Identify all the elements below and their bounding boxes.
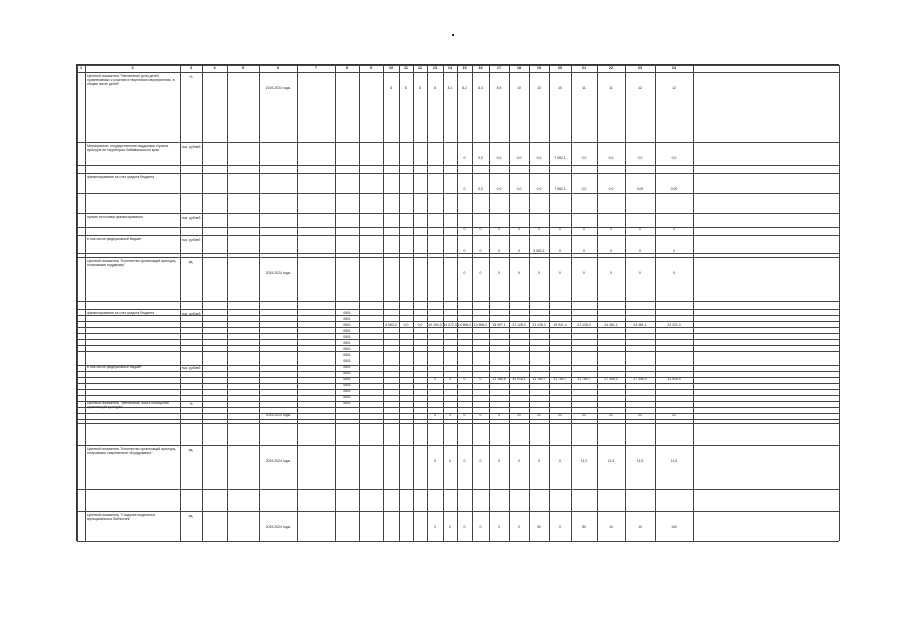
row-label: финансирование за счет средств бюджета — [87, 311, 155, 315]
cell-value: 21 — [609, 413, 613, 417]
budget-code: 0801 — [343, 365, 351, 369]
column-rule — [457, 65, 458, 541]
row-unit: тыс. рублей — [181, 216, 201, 220]
row-unit: тыс. рублей — [181, 145, 201, 149]
cell-value: 0,0 — [637, 156, 643, 160]
cell-value: 0 — [559, 271, 561, 275]
cell-value: 0,0 — [536, 156, 542, 160]
cell-value: 0 — [538, 271, 540, 275]
row-rule — [77, 395, 839, 396]
budget-code: 0801 — [343, 329, 351, 333]
cell-value: 0,0 — [516, 156, 522, 160]
cell-value: 11,3 — [607, 459, 615, 463]
cell-value: 27 395,0 — [633, 377, 647, 381]
row-rule — [77, 489, 839, 490]
row-label: Целевой показатель "Количество организаций культуры, получивших поддержку" — [87, 259, 177, 267]
row-rule — [77, 142, 839, 143]
column-rule — [202, 65, 203, 541]
cell-value: 0 — [583, 227, 585, 231]
cell-value: 80 — [582, 525, 586, 529]
column-rule — [297, 65, 298, 541]
row-label: прочие источники финансирования — [87, 215, 143, 219]
cell-value: 0 — [434, 377, 436, 381]
column-number: 11 — [403, 66, 408, 70]
column-rule — [180, 65, 181, 541]
cell-value: 0,0 — [581, 156, 587, 160]
cell-value: 18 097,1 — [492, 323, 506, 327]
cell-value: 0 — [498, 459, 500, 463]
column-number: 6 — [276, 66, 280, 70]
row-rule — [77, 345, 839, 346]
row-label: в том числе федеральный бюджет — [87, 365, 142, 369]
row-label: Мероприятие: государственная поддержка отрасли культуры на территории Забайкальского края — [87, 144, 169, 152]
budget-code: 0801 — [343, 359, 351, 363]
row-rule — [77, 301, 839, 302]
cell-value: 0 — [498, 271, 500, 275]
column-rule — [625, 65, 626, 541]
row-unit: ед. — [188, 514, 194, 518]
cell-value: 0,0 — [536, 187, 542, 191]
cell-value: 14 896,0 — [457, 323, 472, 327]
column-number: 23 — [637, 66, 643, 70]
row-label: Целевой показатель "Увеличение числа посещений организаций культуры" — [87, 401, 169, 409]
row-rule — [77, 213, 839, 214]
cell-value: 0 — [639, 249, 641, 253]
column-rule — [399, 65, 400, 541]
cell-value: 23 221,0 — [667, 323, 681, 327]
cell-value: 0,0 — [496, 156, 502, 160]
cell-value: 0,0 — [516, 187, 522, 191]
cell-value: 50 — [537, 525, 541, 529]
budget-table — [76, 64, 839, 541]
row-period: 2019-2024 годы — [265, 86, 291, 90]
cell-value: 0 — [538, 459, 540, 463]
cell-value: 0 — [583, 271, 585, 275]
cell-value: 0 — [434, 413, 436, 417]
row-rule — [77, 72, 839, 73]
column-rule — [443, 65, 444, 541]
cell-value: 24 481,1 — [633, 323, 647, 327]
row-unit: тыс. рублей — [181, 312, 201, 316]
row-rule — [77, 423, 839, 424]
cell-value: 31 780,7 — [577, 377, 591, 381]
column-number: 9 — [369, 66, 373, 70]
cell-value: 100 — [671, 525, 677, 529]
cell-value: 8 — [419, 86, 421, 90]
page-speck — [452, 34, 454, 36]
cell-value: 21 128,0 — [577, 323, 591, 327]
column-number: 3 — [189, 66, 193, 70]
cell-value: 10 154,0 — [428, 323, 442, 327]
row-rule — [77, 389, 839, 390]
column-number: 12 — [417, 66, 423, 70]
row-rule — [77, 193, 839, 194]
cell-value: 0 — [449, 377, 451, 381]
column-rule — [335, 65, 336, 541]
cell-value: 0,00 — [670, 187, 678, 191]
column-rule — [413, 65, 414, 541]
row-period: 2019-2024 годы — [265, 525, 291, 529]
cell-value: 0 — [479, 377, 482, 381]
column-rule — [839, 65, 840, 541]
row-rule — [77, 309, 839, 310]
cell-value: 0 — [639, 271, 641, 275]
cell-value: 0 — [463, 525, 466, 529]
budget-code: 0801 — [343, 335, 351, 339]
cell-value: 0 — [463, 377, 466, 381]
column-rule — [259, 65, 260, 541]
cell-value: 0 — [559, 525, 561, 529]
column-rule — [571, 65, 572, 541]
cell-value: 31 780,7 — [553, 377, 567, 381]
cell-value: 0,0 — [671, 156, 677, 160]
row-rule — [77, 511, 839, 512]
column-rule — [383, 65, 384, 541]
row-rule — [77, 371, 839, 372]
cell-value: 31 918,9 — [667, 377, 681, 381]
cell-value: 10 — [558, 86, 562, 90]
row-unit: тыс. рублей — [181, 238, 201, 242]
budget-code: 0801 — [343, 311, 351, 315]
row-rule — [77, 257, 839, 258]
cell-value: 0,00 — [636, 187, 644, 191]
cell-value: 0 — [518, 459, 520, 463]
budget-code: 0801 — [343, 323, 351, 327]
cell-value: 21 128,0 — [532, 323, 546, 327]
row-rule — [77, 327, 839, 328]
cell-value: 8,2 — [462, 86, 467, 90]
column-number: 2 — [131, 66, 134, 70]
cell-value: 0 — [559, 227, 561, 231]
row-label: финансирование за счет средств бюджета — [87, 175, 155, 179]
column-rule — [427, 65, 428, 541]
cell-value: 0,0 — [581, 187, 587, 191]
column-number: 4 — [213, 66, 216, 70]
row-unit: % — [189, 75, 193, 79]
budget-code: 0801 — [343, 341, 351, 345]
cell-value: 0 — [434, 459, 436, 463]
row-rule — [77, 165, 839, 166]
cell-value: 0 — [463, 249, 466, 253]
cell-value: 0 — [673, 271, 675, 275]
row-rule — [77, 173, 839, 174]
cell-value: 0 — [498, 525, 500, 529]
cell-value: 8,1 — [447, 86, 453, 90]
row-unit: ед. — [188, 448, 194, 452]
budget-code: 0801 — [343, 353, 351, 357]
cell-value: 0,0 — [417, 323, 423, 327]
cell-value: 11,6 — [670, 459, 678, 463]
column-number: 13 — [432, 66, 438, 70]
row-label: в том числе федеральный бюджет — [87, 237, 142, 241]
cell-value: 0,0 — [478, 187, 483, 191]
cell-value: 11,2 — [580, 459, 588, 463]
cell-value: 21 — [558, 413, 562, 417]
cell-value: 0 — [463, 156, 466, 160]
budget-code: 0801 — [343, 347, 351, 351]
row-period: 2019-2024 годы — [265, 271, 291, 275]
cell-value: 0 — [498, 413, 500, 417]
column-number: 17 — [496, 66, 502, 70]
cell-value: 0 — [610, 271, 612, 275]
cell-value: 12 — [638, 86, 642, 90]
cell-value: 0,0 — [608, 156, 614, 160]
cell-value: 21 166,8 — [492, 377, 506, 381]
cell-value: 0 — [610, 227, 612, 231]
column-rule — [529, 65, 530, 541]
cell-value: 0 — [673, 227, 675, 231]
budget-code: 0801 — [343, 401, 351, 405]
row-rule — [77, 253, 839, 254]
cell-value: 0,0 — [608, 187, 614, 191]
column-number: 16 — [478, 66, 483, 70]
cell-value: 0 — [479, 525, 482, 529]
row-unit: % — [189, 402, 193, 406]
column-rule — [472, 65, 473, 541]
column-number: 22 — [608, 66, 614, 70]
cell-value: 5 083,0 — [385, 323, 397, 327]
cell-value: 0 — [479, 413, 482, 417]
cell-value: 0 — [559, 249, 561, 253]
budget-code: 0801 — [343, 383, 351, 387]
cell-value: 0 — [479, 249, 482, 253]
cell-value: 0 — [518, 249, 520, 253]
cell-value: 0 — [518, 271, 520, 275]
cell-value: 0 — [449, 413, 451, 417]
cell-value: 0 — [479, 271, 482, 275]
cell-value: 5 082,1 — [533, 249, 545, 253]
cell-value: 0 — [498, 227, 500, 231]
cell-value: 8,5 — [496, 86, 502, 90]
cell-value: 12 — [672, 86, 676, 90]
column-rule — [693, 65, 694, 541]
budget-code: 0801 — [343, 377, 351, 381]
cell-value: 0 — [449, 459, 451, 463]
row-rule — [77, 541, 839, 542]
cell-value: 11,5 — [636, 459, 644, 463]
row-rule — [77, 419, 839, 420]
column-number: 24 — [671, 66, 677, 70]
row-unit: тыс. рублей — [181, 366, 201, 370]
cell-value: 10 — [517, 86, 521, 90]
column-rule — [509, 65, 510, 541]
cell-value: 0 — [479, 227, 482, 231]
cell-value: 31 780,7 — [532, 377, 546, 381]
column-rule — [655, 65, 656, 541]
budget-code: 0801 — [343, 317, 351, 321]
cell-value: 21 — [537, 413, 541, 417]
cell-value: 10 — [609, 525, 613, 529]
cell-value: 21 — [582, 413, 586, 417]
row-rule — [77, 445, 839, 446]
cell-value: 14 896,0 — [473, 323, 488, 327]
column-rule — [85, 65, 86, 541]
row-label: Целевой показатель "Количество организаций культуры, получивших современное оборудование" — [87, 447, 177, 455]
cell-value: 8 — [434, 86, 436, 90]
cell-value: 0 — [518, 525, 520, 529]
column-rule — [597, 65, 598, 541]
cell-value: 0 — [463, 459, 466, 463]
row-label: Целевой показатель "Увеличение доли детей, привлекаемых к участию в творческих мероприятиях, в общем числе детей" — [87, 74, 175, 86]
column-rule — [359, 65, 360, 541]
row-rule — [77, 339, 839, 340]
cell-value: 27 395,0 — [604, 377, 618, 381]
cell-value: 24 481,1 — [604, 323, 618, 327]
budget-code: 0801 — [343, 389, 351, 393]
cell-value: 0,0 — [496, 187, 502, 191]
cell-value: 0 — [610, 249, 612, 253]
cell-value: 21 — [638, 413, 642, 417]
cell-value: 0 — [434, 525, 436, 529]
cell-value: 21 — [672, 413, 676, 417]
column-number: 20 — [557, 66, 563, 70]
cell-value: 0 — [463, 413, 466, 417]
cell-value: 0 — [583, 249, 585, 253]
cell-value: 0,0 — [478, 156, 483, 160]
cell-value: 0,0 — [403, 323, 409, 327]
cell-value: 0 — [449, 525, 451, 529]
row-rule — [77, 321, 839, 322]
row-rule — [77, 333, 839, 334]
column-number: 1 — [79, 66, 83, 70]
cell-value: 8,3 — [478, 86, 483, 90]
column-rule — [549, 65, 550, 541]
column-number: 18 — [516, 66, 522, 70]
cell-value: 10 — [537, 86, 541, 90]
cell-value: 8 — [405, 86, 407, 90]
budget-code: 0801 — [343, 395, 351, 399]
row-rule — [77, 407, 839, 408]
cell-value: 33 918,1 — [512, 377, 526, 381]
cell-value: 8 — [390, 86, 392, 90]
cell-value: 0 — [463, 271, 466, 275]
column-number: 14 — [447, 66, 453, 70]
cell-value: 0 — [639, 227, 641, 231]
cell-value: 0 — [518, 227, 520, 231]
cell-value: 11 — [609, 86, 613, 90]
column-number: 19 — [536, 66, 542, 70]
cell-value: 0 — [479, 459, 482, 463]
cell-value: 0 — [463, 227, 466, 231]
column-number: 10 — [388, 66, 394, 70]
cell-value: 21 128,0 — [512, 323, 526, 327]
cell-value: 21 — [517, 413, 521, 417]
row-period: 2019-2024 годы — [265, 459, 291, 463]
cell-value: 0 — [559, 459, 561, 463]
column-rule — [227, 65, 228, 541]
cell-value: 0 — [538, 227, 540, 231]
column-rule — [77, 65, 78, 541]
cell-value: 19 921,4 — [553, 323, 567, 327]
column-rule — [489, 65, 490, 541]
cell-value: 7 082,1 — [554, 156, 566, 160]
cell-value: 0 — [498, 249, 500, 253]
row-period: 2019-2024 годы — [265, 413, 291, 417]
row-rule — [77, 383, 839, 384]
column-number: 15 — [462, 66, 467, 70]
budget-code: 0801 — [343, 371, 351, 375]
column-number: 8 — [345, 66, 349, 70]
cell-value: 14 072,3 — [443, 323, 457, 327]
row-label: Целевой показатель "Создание модельных муниципальных библиотек" — [87, 513, 156, 521]
row-unit: ед. — [188, 260, 194, 264]
column-number: 5 — [241, 66, 245, 70]
column-number: 21 — [581, 66, 587, 70]
cell-value: 11 — [582, 86, 586, 90]
row-rule — [77, 351, 839, 352]
row-rule — [77, 235, 839, 236]
cell-value: 10 — [638, 525, 642, 529]
cell-value: 7 082,1 — [554, 187, 566, 191]
cell-value: 0 — [673, 249, 675, 253]
column-number: 7 — [314, 66, 318, 70]
cell-value: 0 — [463, 187, 466, 191]
